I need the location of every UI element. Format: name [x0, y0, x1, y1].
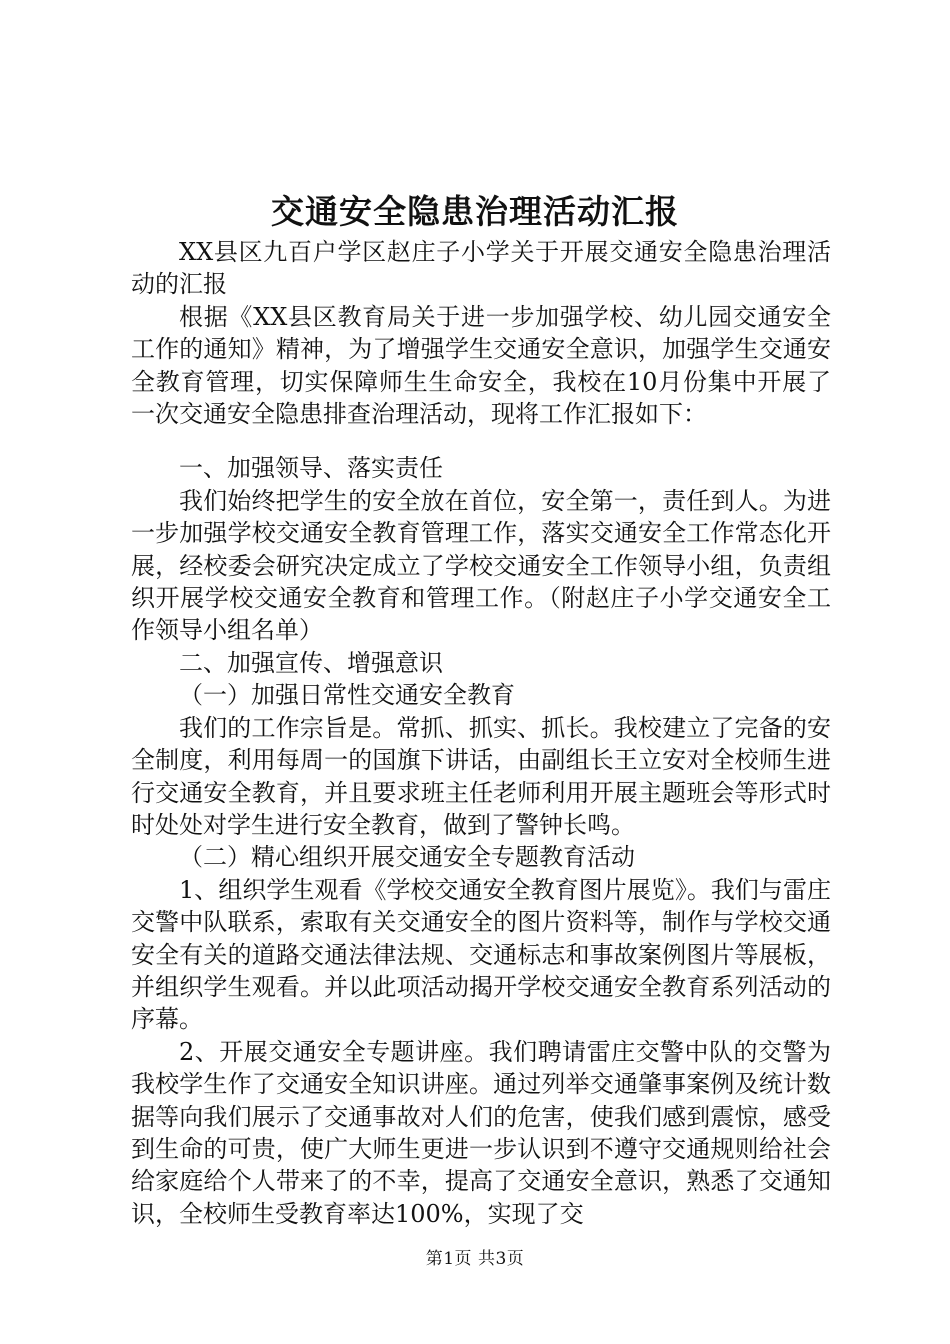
paragraph-daily-education: 我们的工作宗旨是。常抓、抓实、抓长。我校建立了完备的安全制度，利用每周一的国旗下讲话，由副组长王立安对全校师生进行交通安全教育，并且要求班主任老师利用开展主题班会等形式时时处处对学生进行安全教育，做到了警钟长鸣。 [131, 713, 831, 839]
subsection-heading-1: （一）加强日常性交通安全教育 [179, 681, 515, 710]
page-footer: 第1页 共3页 [425, 1249, 525, 1269]
section-heading-2: 二、加强宣传、增强意识 [179, 648, 443, 677]
paragraph-intro: XX县区九百户学区赵庄子小学关于开展交通安全隐患治理活动的汇报 [131, 238, 831, 299]
section-heading-1: 一、加强领导、落实责任 [179, 454, 443, 483]
paragraph-background: 根据《XX县区教育局关于进一步加强学校、幼儿园交通安全工作的通知》精神，为了增强学生交通安全意识，加强学生交通安全教育管理，切实保障师生生命安全，我校在10月份集中开展了一次交通安全隐患排查治理活动，现将工作汇报如下： [131, 302, 831, 429]
document-body [131, 236, 831, 1230]
paragraph-leadership: 我们始终把学生的安全放在首位，安全第一，责任到人。为进一步加强学校交通安全教育管理工作，落实交通安全工作常态化开展，经校委会研究决定成立了学校交通安全工作领导小组，负责组织开展学校交通安全教育和管理工作。（附赵庄子小学交通安全工作领导小组名单） [131, 486, 831, 645]
subsection-heading-2: （二）精心组织开展交通安全专题教育活动 [179, 843, 635, 872]
paragraph-spacer [131, 430, 831, 452]
document-title: 交通安全隐患治理活动汇报 [271, 192, 679, 231]
paragraph-exhibition: 1、组织学生观看《学校交通安全教育图片展览》。我们与雷庄交警中队联系，索取有关交通安全的图片资料等，制作与学校交通安全有关的道路交通法律法规、交通标志和事故案例图片等展板，并组织学生观看。并以此项活动揭开学校交通安全教育系列活动的序幕。 [131, 875, 831, 1034]
paragraph-lecture: 2、开展交通安全专题讲座。我们聘请雷庄交警中队的交警为我校学生作了交通安全知识讲座。通过列举交通肇事案例及统计数据等向我们展示了交通事故对人们的危害，使我们感到震惊，感受到生命的可贵，使广大师生更进一步认识到不遵守交通规则给社会给家庭给个人带来了的不幸，提高了交通安全意识，熟悉了交通知识，全校师生受教育率达100%，实现了交 [131, 1037, 831, 1228]
